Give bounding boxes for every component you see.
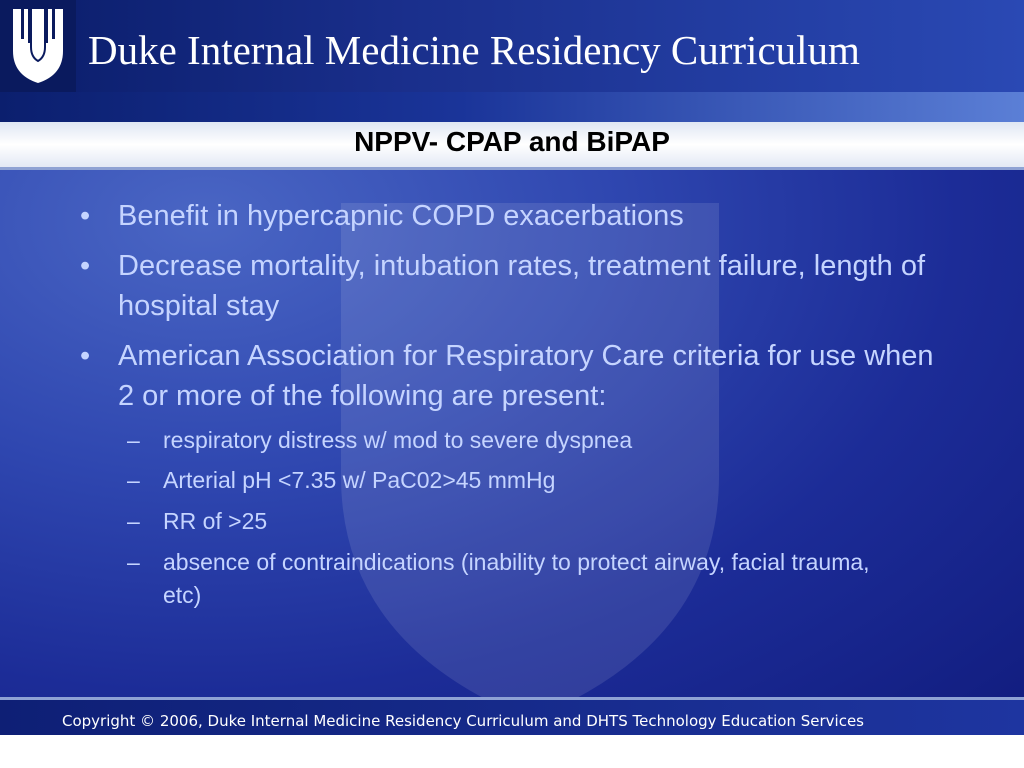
sub-bullet-text: absence of contraindications (inability to protect airway, facial trauma, etc) xyxy=(163,549,870,608)
sub-bullet-text: Arterial pH <7.35 w/ PaC02>45 mmHg xyxy=(163,467,556,493)
sub-bullet-text: respiratory distress w/ mod to severe dyspnea xyxy=(163,427,633,453)
bullet-marker: • xyxy=(80,250,91,282)
sub-bullet-text: RR of >25 xyxy=(163,508,268,534)
bullet-text: Benefit in hypercapnic COPD exacerbations xyxy=(118,200,684,232)
footer-copyright: Copyright © 2006, Duke Internal Medicine Residency Curriculum and DHTS Technology Education Services xyxy=(62,712,864,730)
sub-bullet-marker: – xyxy=(127,427,140,453)
sub-bullet-marker: – xyxy=(127,467,140,493)
slide-title: NPPV- CPAP and BiPAP xyxy=(354,126,670,157)
sub-bullet-marker: – xyxy=(127,508,140,534)
bullet-marker: • xyxy=(80,200,91,232)
header-title: Duke Internal Medicine Residency Curriculum xyxy=(88,27,860,73)
bullet-marker: • xyxy=(80,340,91,372)
footer-bar xyxy=(0,700,1024,735)
sub-bullet-marker: – xyxy=(127,549,140,575)
bullet-text: Decrease mortality, intubation rates, treatment failure, length of hospital stay xyxy=(118,250,926,322)
bullet-text: American Association for Respiratory Care criteria for use when 2 or more of the following are present: xyxy=(118,340,934,412)
